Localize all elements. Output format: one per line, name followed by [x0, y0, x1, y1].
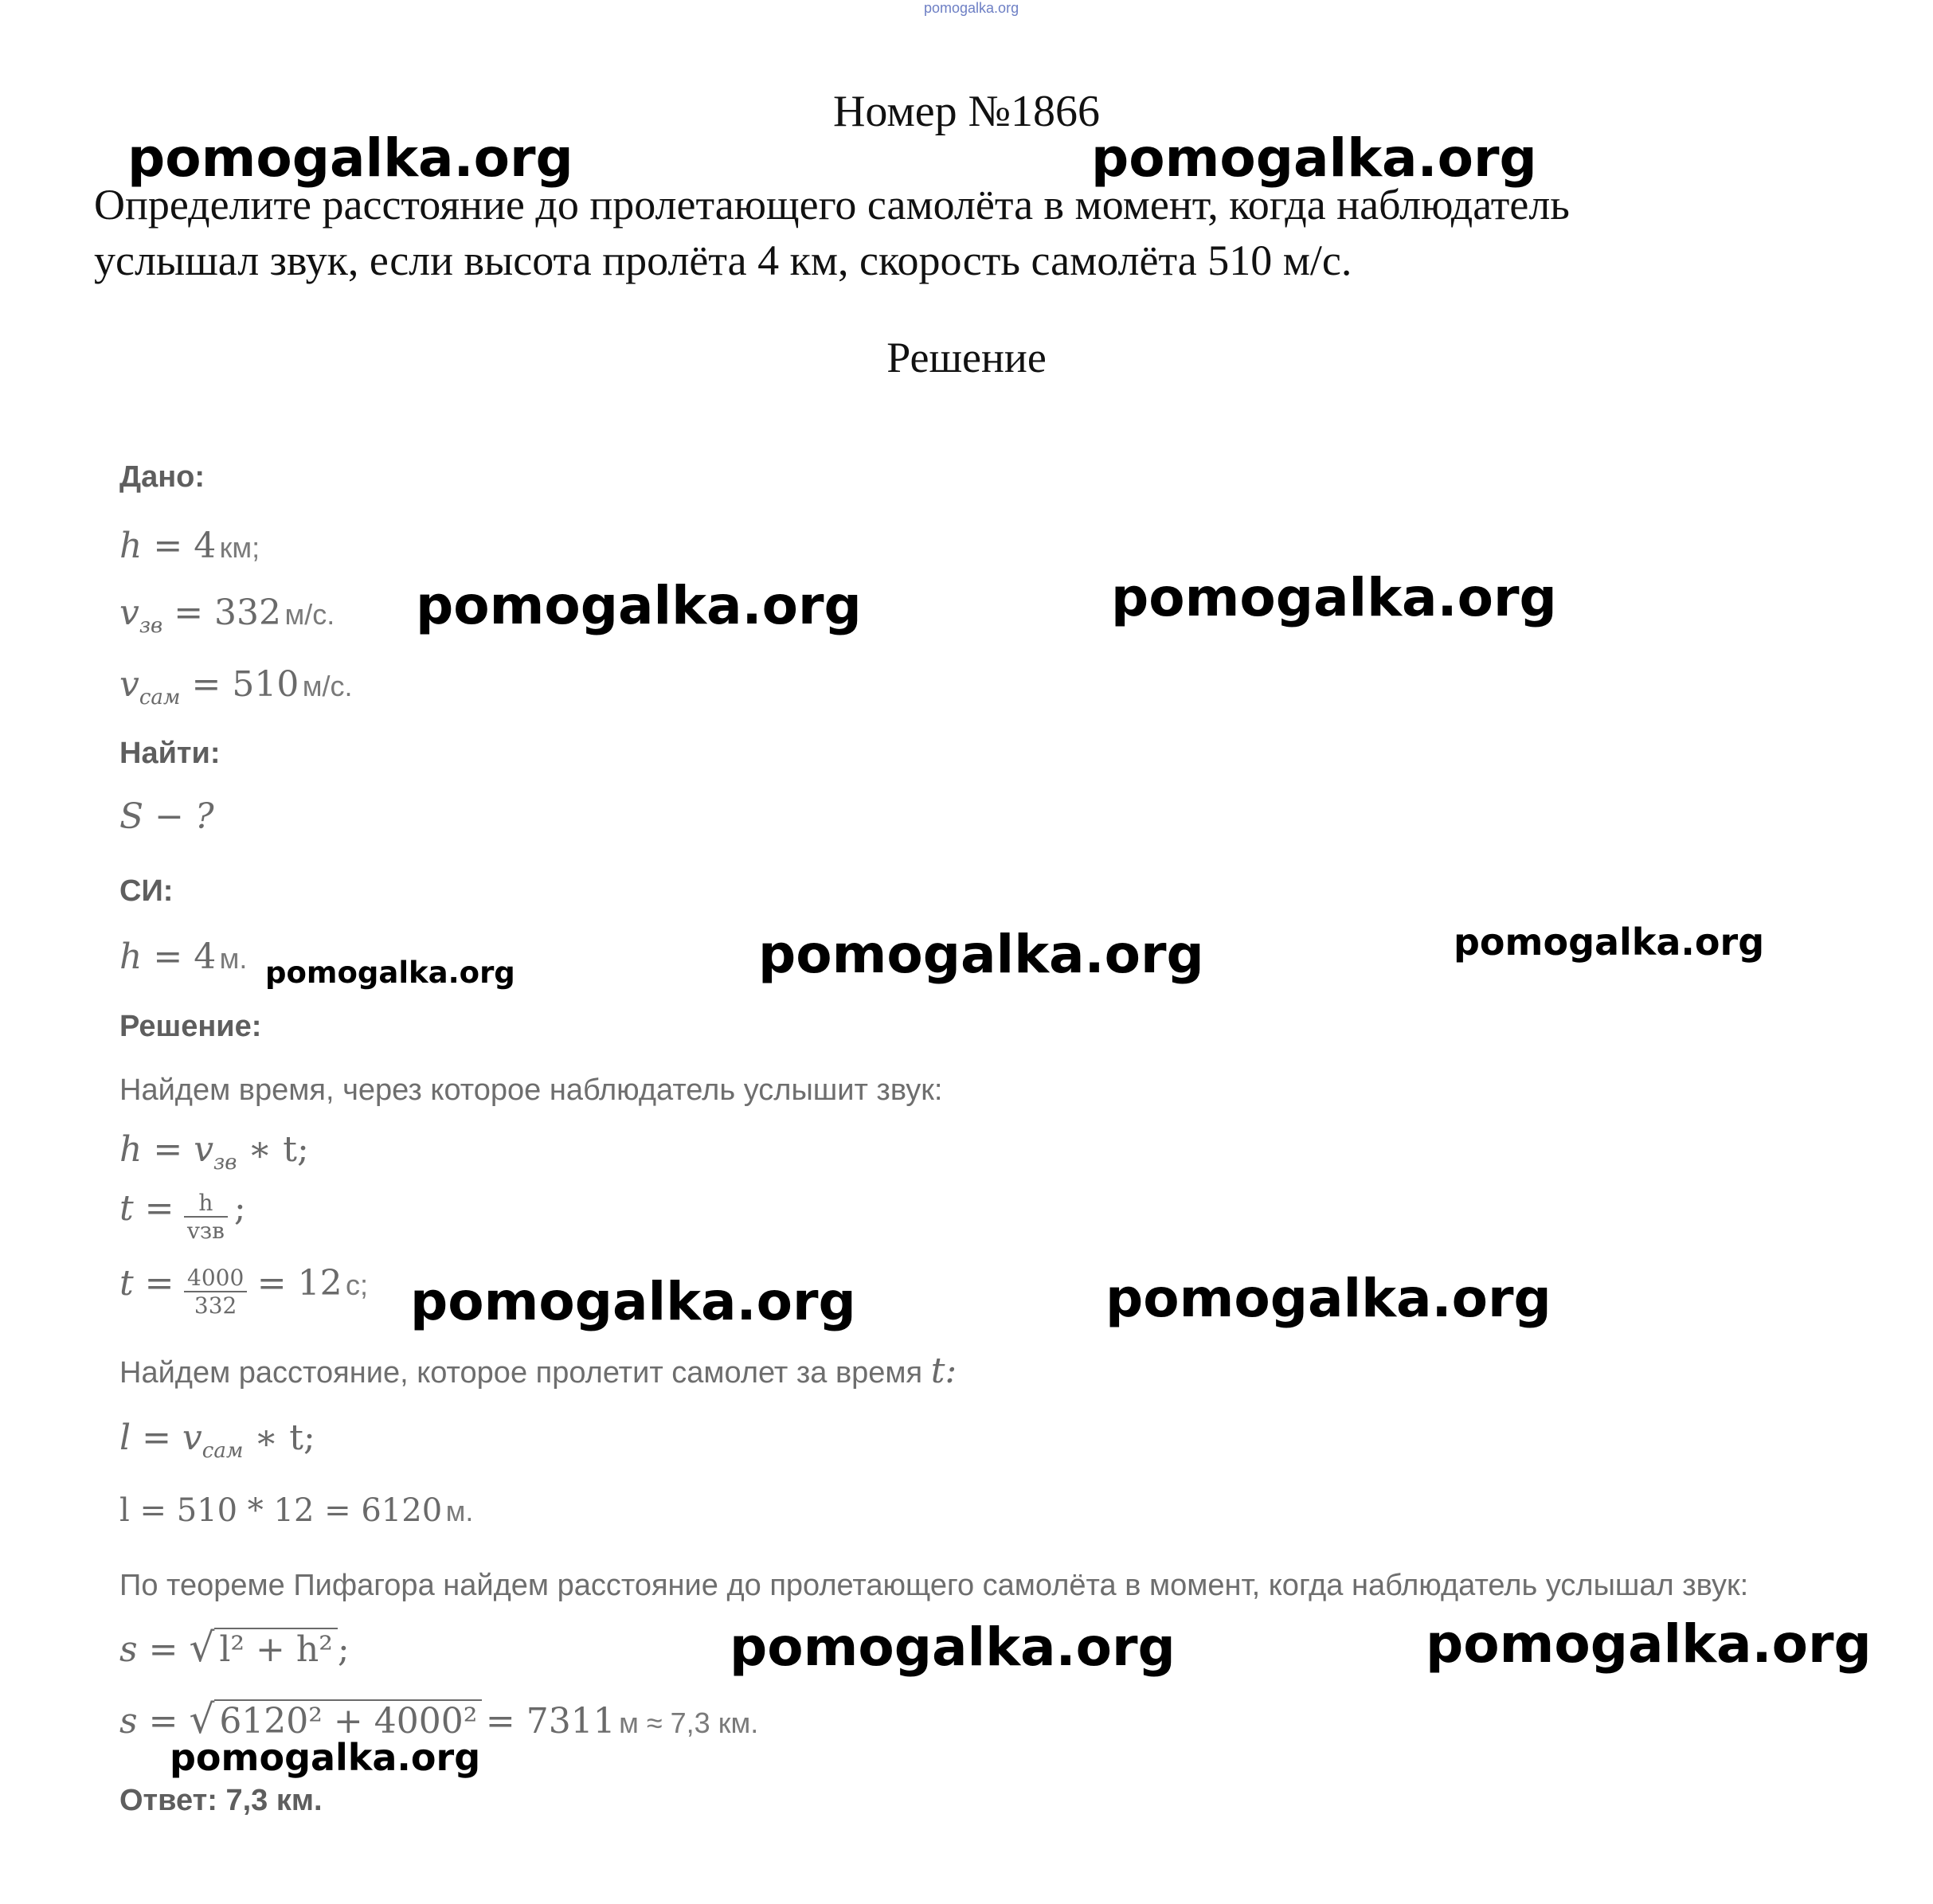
fraction-h-over-v: $\frac{h}{\text{vзв}}$	[184, 1190, 228, 1244]
watermark: pomogalka.org	[730, 1617, 1176, 1678]
step-3-text: По теореме Пифагора найдем расстояние до пролетающего самолёта в момент, когда наблюдатель услышал звук:	[119, 1569, 1749, 1602]
watermark: pomogalka.org	[758, 924, 1204, 985]
si-label: СИ:	[119, 874, 174, 908]
equation-1: $h = v_{зв}$ ∗ t;	[119, 1129, 309, 1175]
watermark: pomogalka.org	[416, 575, 862, 636]
watermark: pomogalka.org	[1426, 1613, 1872, 1675]
equation-2: t = $\frac{h}{\text{vзв}}$ ;	[119, 1188, 246, 1244]
find-expression: S − ?	[119, 796, 214, 837]
given-v-plane: $v_{сам} = 510$ м/с.	[119, 664, 353, 710]
given-label: Дано:	[119, 460, 205, 494]
given-v-sound: $v_{зв} = 332$ м/с.	[119, 592, 335, 638]
site-mark: pomogalka.org	[924, 0, 1019, 16]
task-text-line-2: услышал звук, если высота пролёта 4 км, скорость самолёта 510 м/с.	[94, 237, 1352, 284]
solution-label: Решение:	[119, 1010, 262, 1043]
page-title: Номер №1866	[832, 87, 1101, 136]
equation-5: l = 510 * 12 = 6120 м.	[119, 1492, 474, 1529]
given-h: h = 4 км;	[119, 526, 260, 566]
watermark: pomogalka.org	[1105, 1268, 1551, 1329]
watermark: pomogalka.org	[1091, 127, 1537, 189]
square-root: √ l² + h²	[189, 1624, 337, 1671]
si-h: h = 4 м.	[119, 936, 248, 977]
fraction-4000-over-332: $\frac{4000}{332}$	[184, 1265, 247, 1319]
task-text-line-1: Определите расстояние до пролетающего самолёта в момент, когда наблюдатель	[94, 181, 1570, 229]
step-1-text: Найдем время, через которое наблюдатель услышит звук:	[119, 1073, 943, 1107]
watermark: pomogalka.org	[1454, 921, 1765, 964]
equation-6: s = √ l² + h² ;	[119, 1624, 350, 1671]
square-root: √ 6120² + 4000²	[189, 1696, 482, 1742]
equation-3: t = $\frac{4000}{332}$ = 12 с;	[119, 1263, 369, 1319]
equation-7: s = √ 6120² + 4000² = 7311 м ≈ 7,3 км.	[119, 1696, 759, 1742]
watermark: pomogalka.org	[410, 1271, 856, 1332]
watermark: pomogalka.org	[170, 1736, 481, 1779]
answer: Ответ: 7,3 км.	[119, 1784, 323, 1817]
watermark: pomogalka.org	[265, 956, 515, 990]
watermark: pomogalka.org	[1111, 567, 1557, 628]
step-2-text: Найдем расстояние, которое пролетит самолет за время t:	[119, 1351, 957, 1391]
solution-heading: Решение	[886, 334, 1047, 381]
watermark: pomogalka.org	[127, 127, 573, 189]
equation-4: $l = v_{сам}$ ∗ t;	[119, 1417, 315, 1463]
find-label: Найти:	[119, 737, 221, 770]
